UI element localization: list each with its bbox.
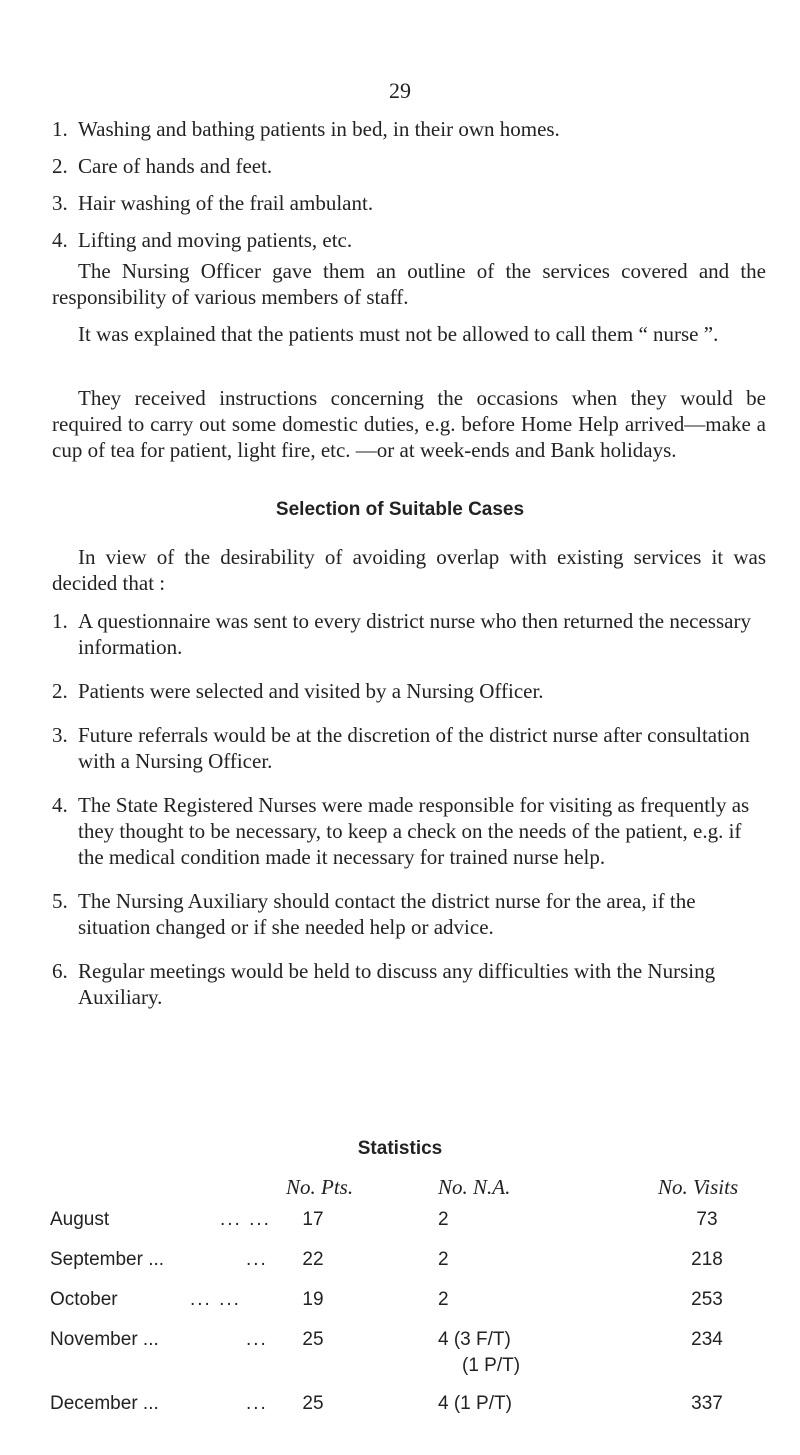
column-header-visits: No. Visits bbox=[658, 1175, 739, 1199]
table-row: December ... ... 25 4 (1 P/T) 337 bbox=[50, 1393, 723, 1414]
paragraph-outline: The Nursing Officer gave them an outline of the services covered and the responsibility of various members of staff. bbox=[52, 259, 766, 309]
list-item: 3. Future referrals would be at the discretion of the district nurse after consultation with a Nursing Officer. bbox=[52, 723, 750, 773]
selection-heading: Selection of Suitable Cases bbox=[275, 499, 525, 520]
list-item: 3. Hair washing of the frail ambulant. bbox=[52, 191, 374, 215]
list-item: 4. Lifting and moving patients, etc. bbox=[52, 228, 353, 252]
page-number: 29 bbox=[389, 78, 411, 103]
table-row: September ... ... 22 2 218 bbox=[50, 1249, 723, 1270]
list-item: 6. Regular meetings would be held to discuss any difficulties with the Nursing Auxiliary. bbox=[52, 959, 716, 1009]
list-item: 1. A questionnaire was sent to every district nurse who then returned the necessary information. bbox=[52, 609, 751, 659]
list-item: 5. The Nursing Auxiliary should contact the district nurse for the area, if the situation changed or if she needed help or advice. bbox=[52, 889, 696, 939]
list-item: 2. Patients were selected and visited by a Nursing Officer. bbox=[52, 679, 544, 703]
table-row: November ... ... 25 4 (3 F/T) (1 P/T) 234 bbox=[50, 1329, 723, 1376]
selection-list bbox=[52, 608, 752, 1028]
paragraph-nurse: It was explained that the patients must not be allowed to call them “ nurse ”. bbox=[78, 322, 719, 346]
table-row: August ... ... 17 2 73 bbox=[50, 1209, 718, 1230]
statistics-heading: Statistics bbox=[357, 1138, 443, 1159]
column-header-pts: No. Pts. bbox=[286, 1175, 354, 1199]
duties-list bbox=[52, 116, 752, 264]
selection-intro: In view of the desirability of avoiding overlap with existing services it was decided that : bbox=[52, 545, 766, 595]
column-header-na: No. N.A. bbox=[438, 1175, 511, 1199]
list-item: 4. The State Registered Nurses were made responsible for visiting as frequently as they thought to be necessary, to keep a check on the needs of the patient, e.g. if the medical condition made it necessary for trained nurse help. bbox=[52, 793, 750, 869]
list-item: 2. Care of hands and feet. bbox=[52, 154, 273, 178]
list-item: 1. Washing and bathing patients in bed, in their own homes. bbox=[52, 117, 560, 141]
table-row: October ... ... 19 2 253 bbox=[50, 1289, 723, 1310]
paragraph-instructions: They received instructions concerning the occasions when they would be required to carry out some domestic duties, e.g. before Home Help arrived—make a cup of tea for patient, light fire, etc. —or at week-ends and Bank holidays. bbox=[52, 386, 766, 462]
